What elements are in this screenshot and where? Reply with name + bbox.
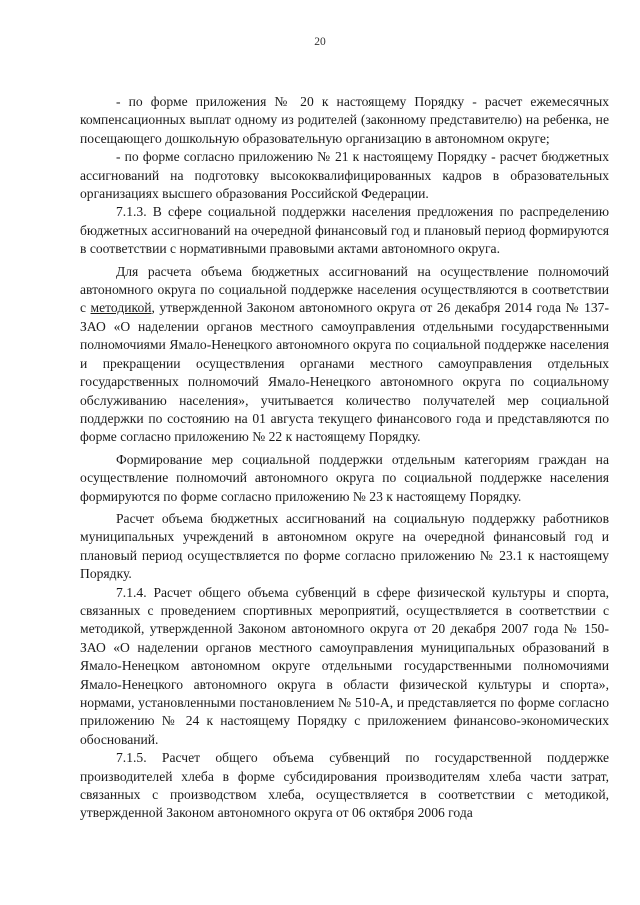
paragraph-form-23: Формирование мер социальной поддержки отдельным категориям граждан на осуществление полномочий автономного округа по социальной поддержке населения формируются по форме согласно приложению № 23 к настоящему Порядку. — [80, 451, 609, 504]
paragraph-calculation-methodology — [80, 263, 609, 447]
paragraph-7-1-5: 7.1.5. Расчет общего объема субвенций по государственной поддержке производителей хлеба в форме субсидирования производителям хлеба части затрат, связанных с производством хлеба, осуществляется в соответствии с методикой, утвержденной Законом автономного округа от 06 октября 2006 года — [80, 750, 609, 821]
paragraph-form-21: - по форме согласно приложению № 21 к настоящему Порядку - расчет бюджетных ассигнований на подготовку высококвалифицированных кадров в образовательных организациях высшего образования Российской Федерации. — [80, 149, 609, 202]
paragraph-7-1-3: 7.1.3. В сфере социальной поддержки населения предложения по распределению бюджетных ассигнований на очередной финансовый год и плановый период формируются в соответствии с нормативными правовыми актами автономного округа. — [80, 204, 609, 257]
paragraph-form-23-1: Расчет объема бюджетных ассигнований на социальную поддержку работников муниципальных учреждений в автономном округе на очередной финансовый год и плановый период осуществляется по форме согласно приложению № 23.1 к настоящему Порядку. — [80, 510, 609, 582]
paragraph-7-1-4: 7.1.4. Расчет общего объема субвенций в сфере физической культуры и спорта, связанных с проведением спортивных мероприятий, осуществляется в соответствии с методикой, утвержденной Законом автономного округа от 20 декабря 2007 года № 150-ЗАО «О наделении органов местного самоуправления муниципальных образований в Ямало-Ненецком автономном округе отдельными государственными полномочиями Ямало-Ненецкого автономного округа в области физической культуры и спорта», нормами, установленными постановлением № 510-А, и представляется по форме согласно приложению № 24 к настоящему Порядку с приложением финансово-экономических обоснований. — [80, 584, 609, 747]
paragraph-form-20: - по форме приложения № 20 к настоящему Порядку - расчет ежемесячных компенсационных выплат одному из родителей (законному представителю) на ребенка, не посещающего дошкольную образовательную организацию в автономном округе; — [80, 94, 609, 146]
methodology-link[interactable]: методикой — [90, 300, 152, 316]
document-body — [80, 93, 609, 823]
paragraph-text-before-link: Для расчета объема бюджетных ассигнований на осуществление полномочий автономного округа по социальной поддержке населения осуществляются в соответствии с — [80, 263, 609, 316]
paragraph-text-after-link: , утвержденной Законом автономного округа от 26 декабря 2014 года № 137-ЗАО «О наделении органов местного самоуправления отдельными государственными полномочиями Ямало-Ненецкого автономного округа по социальной поддержке населения и прекращении осуществления органами местного самоуправления отдельных государственных полномочий Ямало-Ненецкого автономного округа по социальному обслуживанию населения», учитывается количество получателей мер социальной поддержки по состоянию на 01 августа текущего финансового года и представляются по форме согласно приложению № 22 к настоящему Порядку. — [80, 300, 610, 445]
page-number: 20 — [314, 36, 326, 48]
